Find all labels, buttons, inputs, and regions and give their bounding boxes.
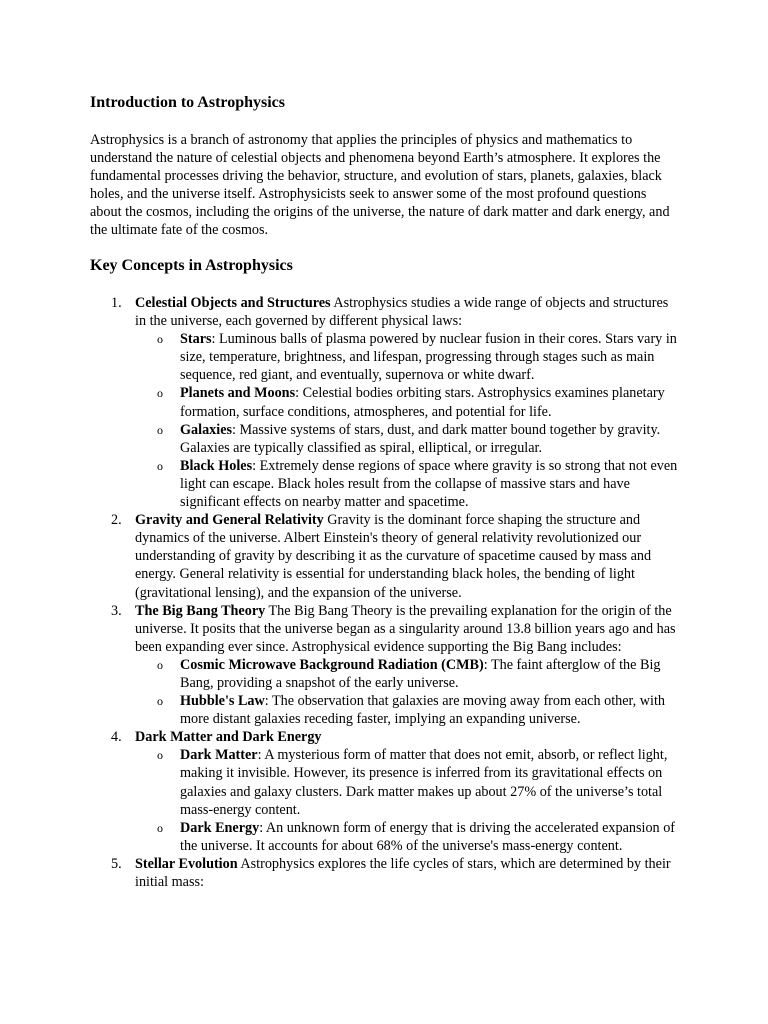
document-title: Introduction to Astrophysics [90, 94, 285, 111]
concept-number: 1. [111, 295, 122, 311]
sub-list [135, 330, 680, 511]
sub-item-text: : Extremely dense regions of space where gravity is so strong that not even light can escape. Black holes result from the collapse of massive stars and have significant effects on nearby matter and spacetime. [180, 457, 678, 511]
sub-list-item [135, 384, 680, 420]
bullet-icon: o [157, 458, 163, 473]
sub-item-text: : The observation that galaxies are moving away from each other, with more distant galaxies receding faster, implying an expanding universe. [180, 693, 665, 728]
concept-item [90, 728, 680, 855]
sub-list-item [135, 656, 680, 692]
sub-list [135, 746, 680, 855]
concept-item [90, 511, 680, 601]
bullet-icon: o [157, 422, 163, 437]
concept-item [90, 602, 680, 729]
concept-text: Astrophysics studies a wide range of objects and structures in the universe, each governed by different physical laws: [135, 295, 669, 330]
concept-number: 3. [111, 602, 122, 619]
bullet-icon: o [157, 694, 163, 709]
sub-item-term: Dark Energy [180, 819, 260, 836]
sub-item-text: : Celestial bodies orbiting stars. Astrophysics examines planetary formation, surface conditions, atmospheres, and potential for life. [180, 385, 665, 420]
bullet-icon: o [157, 748, 163, 763]
sub-list-item [135, 746, 680, 818]
sub-item-term: Galaxies [180, 421, 233, 438]
concept-number: 5. [111, 855, 122, 872]
concept-text: Gravity is the dominant force shaping the structure and dynamics of the universe. Albert Einstein's theory of general relativity revolutionized our understanding of gravity by describing it as the curvature of spacetime caused by mass and energy. General relativity is essential for understanding black holes, the bending of light (gravitational lensing), and the expansion of the universe. [135, 512, 652, 601]
sub-list-item [135, 819, 680, 855]
section-title: Key Concepts in Astrophysics [90, 257, 293, 274]
sub-item-text: : An unknown form of energy that is driving the accelerated expansion of the universe. It accounts for about 68% of the universe's mass-energy content. [180, 819, 676, 854]
concept-text: The Big Bang Theory is the prevailing explanation for the origin of the universe. It posits that the universe began as a singularity around 13.8 billion years ago and has been expanding ever since. Astrophysical evidence supporting the Big Bang includes: [135, 602, 676, 655]
sub-list-item [135, 457, 680, 511]
sub-item-term: Hubble's Law [180, 693, 265, 710]
intro-paragraph: Astrophysics is a branch of astronomy that applies the principles of physics and mathematics to understand the nature of celestial objects and phenomena beyond Earth’s atmosphere. It explores the fundamental processes driving the behavior, structure, and evolution of stars, planets, galaxies, black holes, and the universe itself. Astrophysicists seek to answer some of the most profound questions about the cosmos, including the origins of the universe, the nature of dark matter and dark energy, and the ultimate fate of the cosmos. [90, 132, 670, 239]
concept-item [90, 855, 680, 891]
sub-item-term: Cosmic Microwave Background Radiation (CMB) [180, 656, 484, 673]
concept-text: Astrophysics explores the life cycles of stars, which are determined by their initial mass: [135, 855, 671, 890]
sub-item-term: Planets and Moons [180, 385, 296, 402]
sub-item-term: Dark Matter [180, 747, 258, 764]
bullet-icon: o [157, 657, 163, 672]
sub-item-term: Stars [180, 331, 212, 348]
sub-item-text: : The faint afterglow of the Big Bang, providing a snapshot of the early universe. [180, 656, 661, 691]
concept-heading: The Big Bang Theory [135, 602, 266, 619]
sub-list-item [135, 330, 680, 384]
concept-heading: Celestial Objects and Structures [135, 295, 331, 311]
sub-item-text: : A mysterious form of matter that does not emit, absorb, or reflect light, making it invisible. However, its presence is inferred from its gravitational effects on galaxies and galaxy clusters. Dark matter makes up about 27% of the universe’s total mass-energy content. [180, 747, 668, 818]
bullet-icon: o [157, 820, 163, 835]
concepts-list [90, 294, 680, 891]
bullet-icon: o [157, 386, 163, 401]
sub-item-term: Black Holes [180, 457, 253, 474]
concept-number: 2. [111, 512, 122, 529]
concept-heading: Dark Matter and Dark Energy [135, 729, 322, 746]
sub-item-text: : Massive systems of stars, dust, and dark matter bound together by gravity. Galaxies are typically classified as spiral, elliptical, or irregular. [180, 421, 661, 456]
concept-heading: Stellar Evolution [135, 855, 238, 872]
concept-item [90, 294, 680, 511]
sub-item-text: : Luminous balls of plasma powered by nuclear fusion in their cores. Stars vary in size, temperature, brightness, and lifespan, progressing through stages such as main sequence, red giant, and eventually, supernova or white dwarf. [180, 331, 677, 384]
bullet-icon: o [157, 332, 163, 347]
concept-heading: Gravity and General Relativity [135, 512, 324, 529]
sub-list-item [135, 692, 680, 728]
concept-number: 4. [111, 729, 122, 746]
sub-list-item [135, 421, 680, 457]
sub-list [135, 656, 680, 728]
